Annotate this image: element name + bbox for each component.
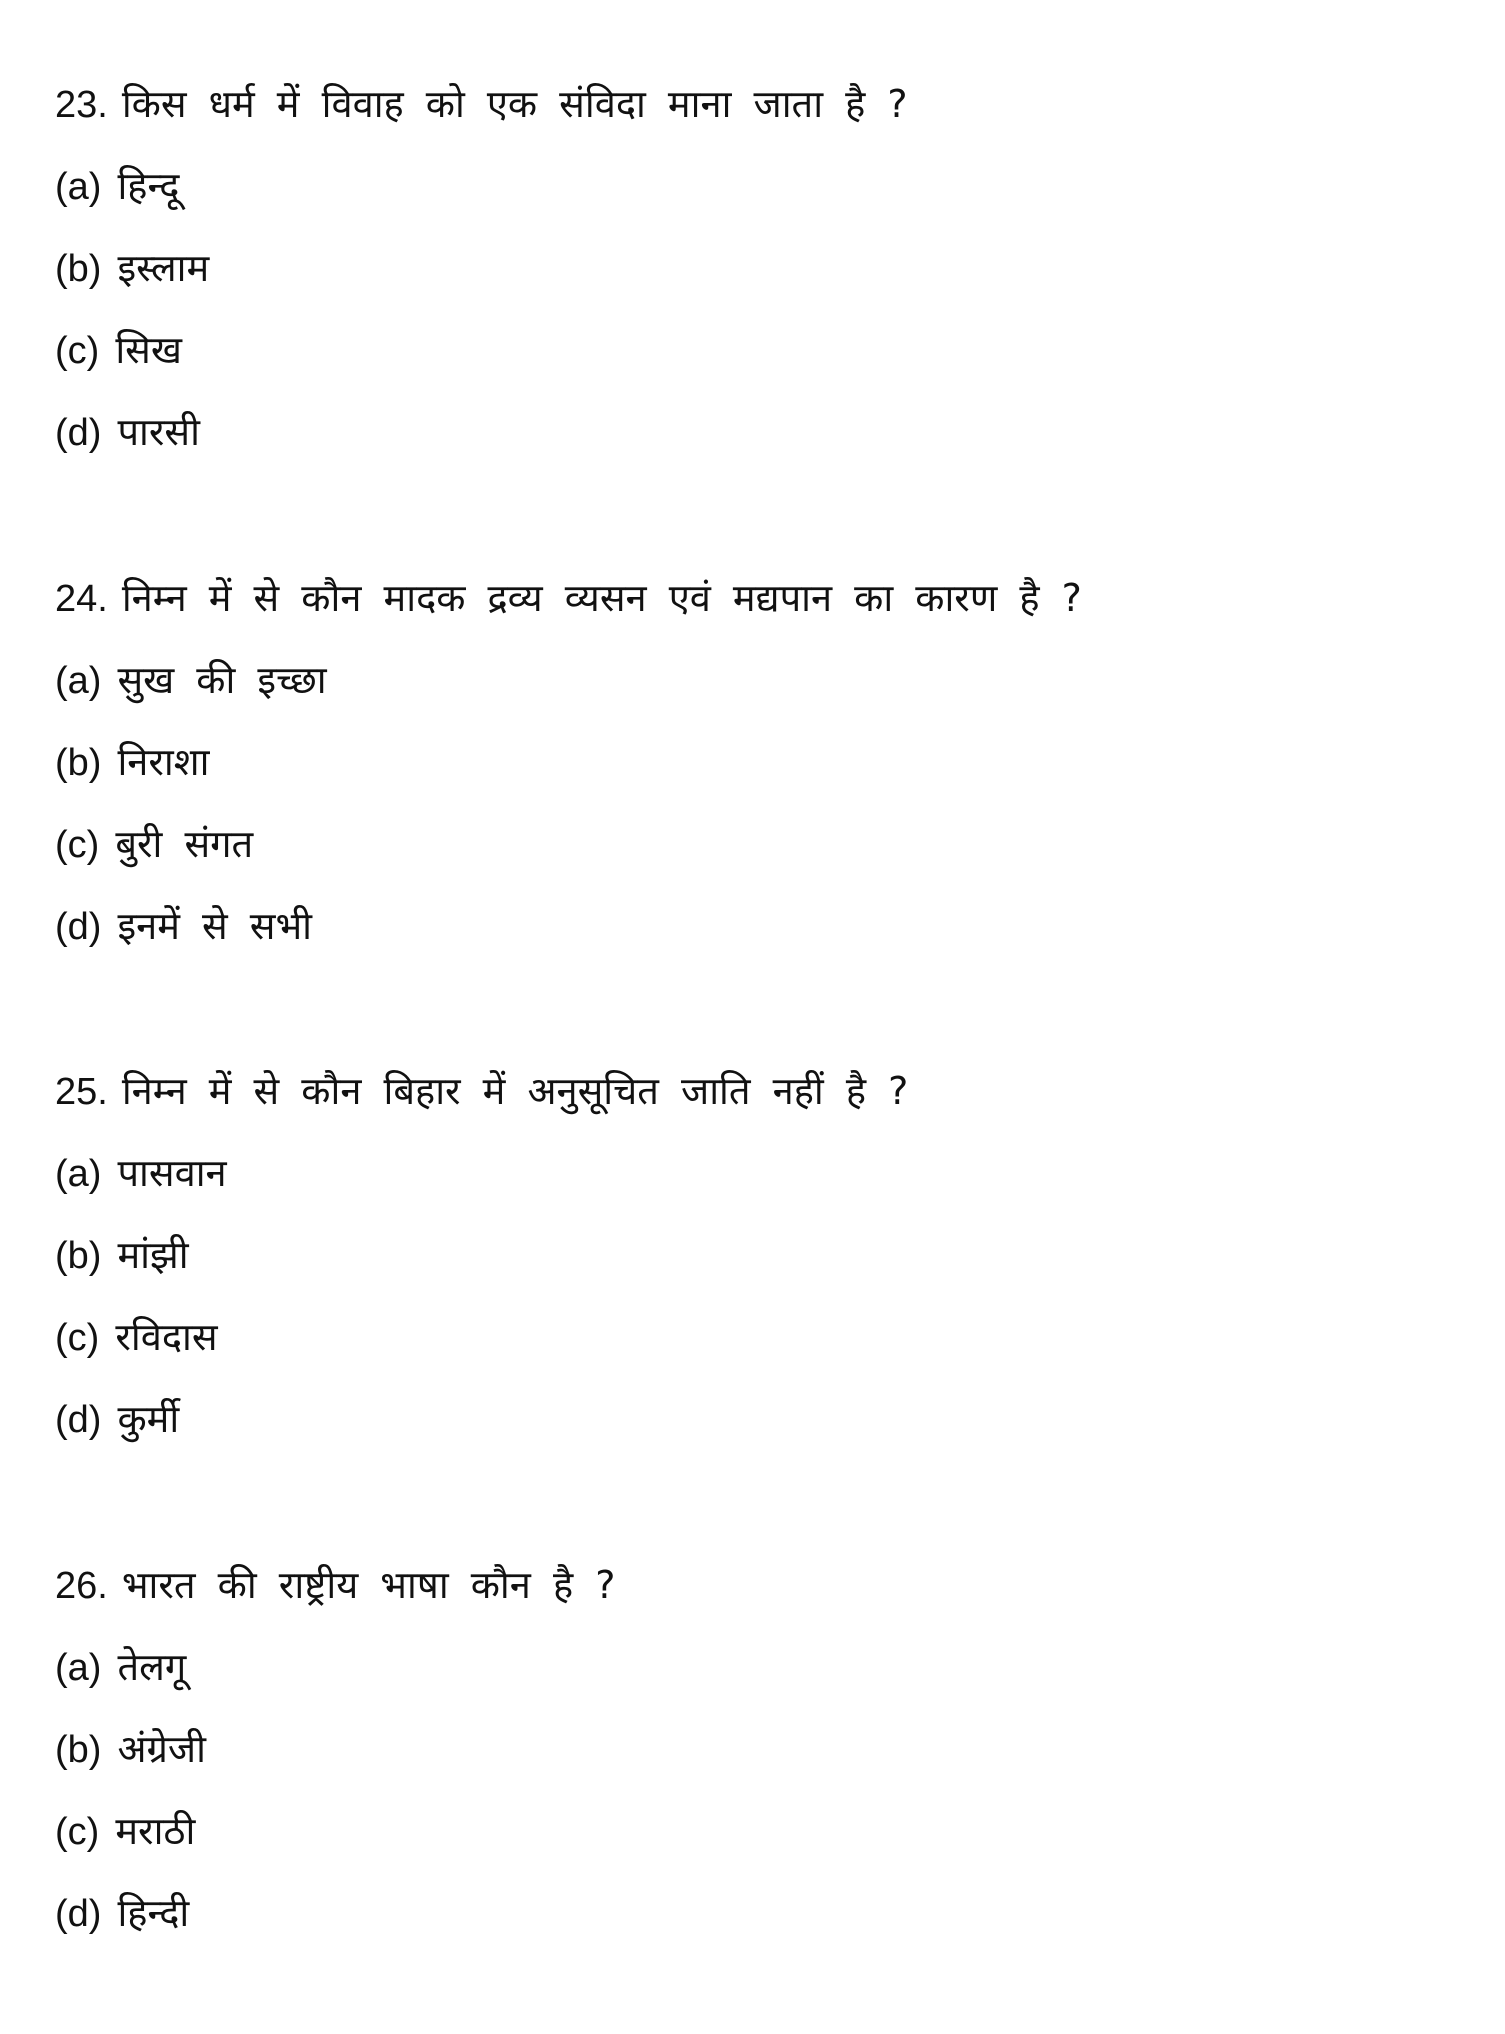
option-a	[55, 145, 1455, 227]
option-label: (c)	[55, 824, 100, 866]
option-label: (d)	[55, 412, 102, 454]
question-26	[55, 1544, 1455, 1954]
option-text: मराठी	[115, 1809, 196, 1853]
question-number: 25.	[55, 1071, 108, 1113]
option-label: (a)	[55, 660, 102, 702]
option-text: सुख की इच्छा	[117, 658, 327, 702]
option-c	[55, 1790, 1455, 1872]
option-d	[55, 391, 1455, 473]
option-text: तेलगू	[117, 1645, 187, 1689]
option-text: पारसी	[117, 410, 200, 454]
option-text: हिन्दू	[117, 164, 180, 208]
question-text: निम्न में से कौन बिहार में अनुसूचित जाति नहीं है ?	[121, 1069, 909, 1113]
option-label: (c)	[55, 1811, 100, 1853]
option-label: (d)	[55, 906, 102, 948]
option-label: (d)	[55, 1893, 102, 1935]
option-label: (a)	[55, 1153, 102, 1195]
option-text: पासवान	[117, 1151, 227, 1195]
option-text: अंग्रेजी	[117, 1727, 206, 1771]
option-label: (b)	[55, 742, 102, 784]
option-c	[55, 1296, 1455, 1378]
option-label: (b)	[55, 248, 102, 290]
question-number: 23.	[55, 84, 108, 126]
option-a	[55, 639, 1455, 721]
option-text: बुरी संगत	[115, 822, 254, 866]
question-stem	[55, 557, 1455, 639]
question-23	[55, 63, 1455, 473]
question-text: निम्न में से कौन मादक द्रव्य व्यसन एवं मद्यपान का कारण है ?	[121, 576, 1082, 620]
option-label: (c)	[55, 330, 100, 372]
option-d	[55, 885, 1455, 967]
option-text: सिख	[115, 328, 182, 372]
question-text: किस धर्म में विवाह को एक संविदा माना जाता है ?	[121, 82, 908, 126]
option-a	[55, 1132, 1455, 1214]
question-25	[55, 1050, 1455, 1460]
option-label: (b)	[55, 1235, 102, 1277]
option-a	[55, 1626, 1455, 1708]
question-stem	[55, 1050, 1455, 1132]
question-number: 26.	[55, 1565, 108, 1607]
option-text: मांझी	[117, 1233, 189, 1277]
option-label: (c)	[55, 1317, 100, 1359]
question-stem	[55, 1544, 1455, 1626]
option-label: (b)	[55, 1729, 102, 1771]
option-text: इनमें से सभी	[117, 904, 313, 948]
option-b	[55, 1214, 1455, 1296]
option-d	[55, 1378, 1455, 1460]
question-24	[55, 557, 1455, 967]
option-b	[55, 1708, 1455, 1790]
question-text: भारत की राष्ट्रीय भाषा कौन है ?	[121, 1563, 616, 1607]
option-b	[55, 721, 1455, 803]
option-c	[55, 803, 1455, 885]
option-label: (d)	[55, 1399, 102, 1441]
option-c	[55, 309, 1455, 391]
option-text: हिन्दी	[117, 1891, 190, 1935]
option-text: रविदास	[115, 1315, 218, 1359]
option-d	[55, 1872, 1455, 1954]
option-label: (a)	[55, 166, 102, 208]
option-text: इस्लाम	[117, 246, 210, 290]
question-number: 24.	[55, 578, 108, 620]
option-label: (a)	[55, 1647, 102, 1689]
option-b	[55, 227, 1455, 309]
option-text: कुर्मी	[117, 1397, 180, 1441]
option-text: निराशा	[117, 740, 210, 784]
question-stem	[55, 63, 1455, 145]
